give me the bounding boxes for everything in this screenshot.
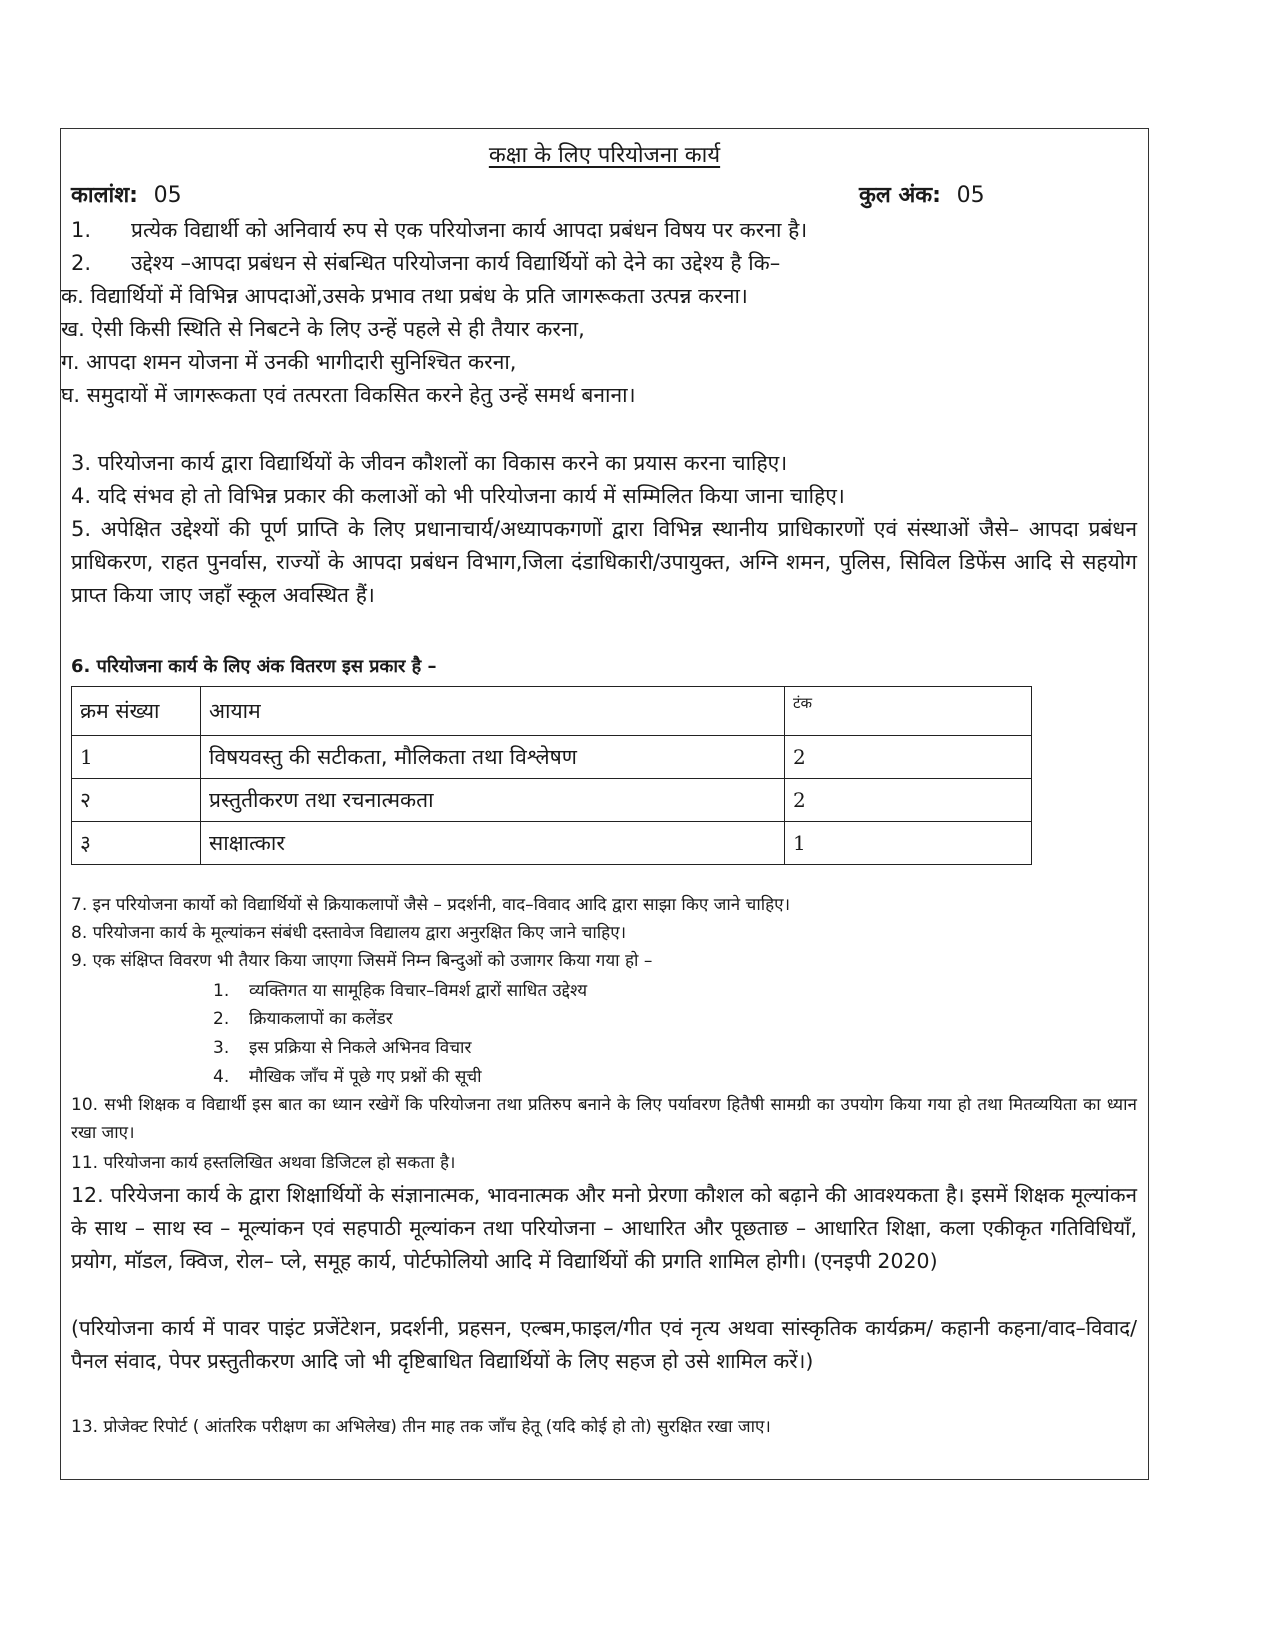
table-row xyxy=(72,779,1032,822)
list-item: 4. मौखिक जाँच में पूछे गए प्रश्नों की सूची xyxy=(213,1067,482,1087)
point-12-note: (परियोजना कार्य में पावर पाइंट प्रजेंटेशन, प्रदर्शनी, प्रहसन, एल्बम,फाइल/गीत एवं नृत्य अथवा सांस्कृतिक कार्यक्रम/ कहानी कहना/वाद–विवाद/पैनल संवाद, पेपर प्रस्तुतीकरण आदि जो भी दृष्टिबाधित विद्यार्थियों के लिए सहज हो उसे शामिल करें।) xyxy=(71,1316,1137,1373)
list-item: 2. क्रियाकलापों का कलेंडर xyxy=(213,1009,393,1029)
table-cell: प्रस्तुतीकरण तथा रचनात्मकता xyxy=(201,779,785,822)
point-8: 8. परियोजना कार्य के मूल्यांकन संबंधी दस्तावेज विद्यालय द्वारा अनुरक्षित किए जाने चाहिए। xyxy=(71,923,627,943)
table-cell: 1 xyxy=(72,736,201,779)
page-title: कक्षा के लिए परियोजना कार्य xyxy=(488,143,721,168)
point-2b: ख. ऐसी किसी स्थिति से निबटने के लिए उन्हें पहले से ही तैयार करना, xyxy=(61,317,585,341)
point-11: 11. परियोजना कार्य हस्तलिखित अथवा डिजिटल हो सकता है। xyxy=(71,1153,456,1173)
point-4: 4. यदि संभव हो तो विभिन्न प्रकार की कलाओं को भी परियोजना कार्य में सम्मिलित किया जाना चाहिए। xyxy=(71,484,845,508)
table-header-cell: क्रम संख्या xyxy=(72,687,201,736)
point-3: 3. परियोजना कार्य द्वारा विद्यार्थियों के जीवन कौशलों का विकास करने का प्रयास करना चाहिए। xyxy=(71,451,788,475)
table-row xyxy=(72,822,1032,865)
table-cell: २ xyxy=(72,779,201,822)
table-cell: 1 xyxy=(785,822,1032,865)
point-2a: क. विद्यार्थियों में विभिन्न आपदाओं,उसके प्रभाव तथा प्रबंध के प्रति जागरूकता उत्पन्न करना। xyxy=(61,284,748,308)
table-header-row xyxy=(72,687,1032,736)
table-row xyxy=(72,736,1032,779)
table-cell: विषयवस्तु की सटीकता, मौलिकता तथा विश्लेषण xyxy=(201,736,785,779)
table-cell: साक्षात्कार xyxy=(201,822,785,865)
table-header-cell: आयाम xyxy=(201,687,785,736)
point-9: 9. एक संक्षिप्त विवरण भी तैयार किया जाएगा जिसमें निम्न बिन्दुओं को उजागर किया गया हो – xyxy=(71,951,653,971)
total-marks: कुल अंक: 05 xyxy=(859,183,985,208)
table-cell: 2 xyxy=(785,779,1032,822)
point-2c: ग. आपदा शमन योजना में उनकी भागीदारी सुनिश्चित करना, xyxy=(61,350,517,374)
list-item: 1. व्यक्तिगत या सामूहिक विचार–विमर्श द्वारों साधित उद्देश्य xyxy=(213,981,588,1001)
document-frame xyxy=(60,128,1149,1480)
point-2d: घ. समुदायों में जागरूकता एवं तत्परता विकसित करने हेतु उन्हें समर्थ बनाना। xyxy=(61,383,636,407)
point-7: 7. इन परियोजना कार्यो को विद्यार्थियों से क्रियाकलापों जैसे – प्रदर्शनी, वाद–विवाद आदि द्वारा साझा किए जाने चाहिए। xyxy=(71,895,791,915)
point-6: 6. परियोजना कार्य के लिए अंक वितरण इस प्रकार है – xyxy=(71,656,437,677)
table-cell: ३ xyxy=(72,822,201,865)
list-item: 3. इस प्रक्रिया से निकले अभिनव विचार xyxy=(213,1038,472,1058)
table-cell: 2 xyxy=(785,736,1032,779)
table-header-cell: टंक xyxy=(785,687,1032,736)
point-10: 10. सभी शिक्षक व विद्यार्थी इस बात का ध्यान रखेगें कि परियोजना तथा प्रतिरुप बनाने के लिए पर्यावरण हितैषी सामग्री का उपयोग किया गया हो तथा मितव्ययिता का ध्यान रखा जाए। xyxy=(71,1095,1137,1143)
point-1: 1. प्रत्येक विद्यार्थी को अनिवार्य रुप से एक परियोजना कार्य आपदा प्रबंधन विषय पर करना है। xyxy=(71,218,808,242)
point-12: 12. परियेजना कार्य के द्वारा शिक्षार्थियों के संज्ञानात्मक, भावनात्मक और मनो प्रेरणा कौशल को बढ़ाने की आवश्यकता है। इसमें शिक्षक मूल्यांकन के साथ – साथ स्व – मूल्यांकन एवं सहपाठी मूल्यांकन तथा परियोजना – आधारित और पूछताछ – आधारित शिक्षा, कला एकीकृत गतिविधियाँ, प्रयोग, मॉडल, क्विज, रोल– प्ले, समूह कार्य, पोर्टफोलियो आदि में विद्यार्थियों की प्रगति शामिल होगी। (एनइपी 2020) xyxy=(71,1183,1137,1273)
periods: कालांश: 05 xyxy=(71,183,182,208)
point-2: 2. उद्देश्य –आपदा प्रबंधन से संबन्धित परियोजना कार्य विद्यार्थियों को देने का उद्देश्य है कि– xyxy=(71,251,781,275)
point-13: 13. प्रोजेक्ट रिपोर्ट ( आंतरिक परीक्षण का अभिलेख) तीन माह तक जाँच हेतू (यदि कोई हो तो) सुरक्षित रखा जाए। xyxy=(71,1417,771,1437)
point-5: 5. अपेक्षित उद्देश्यों की पूर्ण प्राप्ति के लिए प्रधानाचार्य/अध्यापकगणों द्वारा विभिन्न स्थानीय प्राधिकारणों एवं संस्थाओं जैसे– आपदा प्रबंधन प्राधिकरण, राहत पुनर्वास, राज्यों के आपदा प्रबंधन विभाग,जिला दंडाधिकारी/उपायुक्त, अग्नि शमन, पुलिस, सिविल डिफेंस आदि से सहयोग प्राप्त किया जाए जहाँ स्कूल अवस्थित हैं। xyxy=(71,517,1137,607)
marks-table xyxy=(71,686,1032,865)
